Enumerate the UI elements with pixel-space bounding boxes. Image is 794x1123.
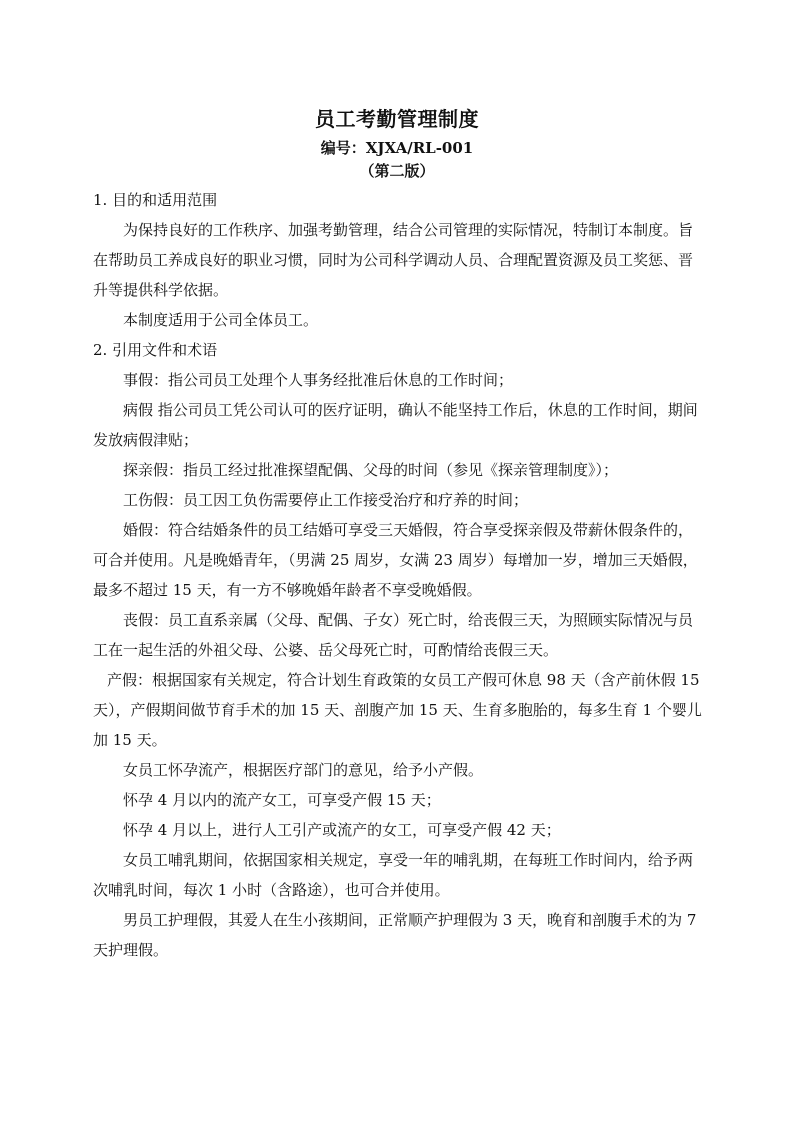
- paragraph-purpose: 为保持良好的工作秩序、加强考勤管理，结合公司管理的实际情况，特制订本制度。旨在帮助员工养成良好的职业习惯，同时为公司科学调动人员、合理配置资源及员工奖惩、晋升等提供科学依据。: [93, 221, 694, 299]
- paragraph-miscarriage: 女员工怀孕流产，根据医疗部门的意见，给予小产假。: [123, 761, 484, 779]
- paragraph-bereavement-leave: 丧假：员工直系亲属（父母、配偶、子女）死亡时，给丧假三天，为照顾实际情况与员工在一起生活的外祖父母、公婆、岳父母死亡时，可酌情给丧假三天。: [93, 611, 694, 659]
- section-heading-terms: 2. 引用文件和术语: [93, 341, 218, 359]
- paragraph-miscarriage-over-4-months: 怀孕 4 月以上，进行人工引产或流产的女工，可享受产假 42 天；: [123, 821, 561, 839]
- paragraph-sick-leave: 病假 指公司员工凭公司认可的医疗证明，确认不能坚持工作后，休息的工作时间，期间发放病假津贴；: [93, 401, 698, 449]
- paragraph-work-injury-leave: 工伤假：员工因工负伤需要停止工作接受治疗和疗养的时间；: [123, 491, 529, 509]
- document-body: [93, 185, 703, 965]
- paragraph-maternity-leave: 产假：根据国家有关规定，符合计划生育政策的女员工产假可休息 98 天（含产前休假 15 天），产假期间做节育手术的加 15 天、剖腹产加 15 天、生育多胞胎的，每多生育 1 个婴儿加 15 天。: [93, 671, 702, 749]
- paragraph-paternity-leave: 男员工护理假，其爱人在生小孩期间，正常顺产护理假为 3 天，晚育和剖腹手术的为 7 天护理假。: [93, 911, 697, 959]
- section-heading-purpose: 1. 目的和适用范围: [93, 191, 218, 209]
- paragraph-scope: 本制度适用于公司全体员工。: [123, 311, 319, 329]
- document-number: 编号：XJXA/RL-001: [320, 139, 474, 157]
- paragraph-family-visit-leave: 探亲假：指员工经过批准探望配偶、父母的时间（参见《探亲管理制度》）；: [123, 461, 619, 479]
- document-edition: （第二版）: [359, 162, 435, 180]
- paragraph-personal-leave: 事假：指公司员工处理个人事务经批准后休息的工作时间；: [123, 371, 514, 389]
- paragraph-marriage-leave: 婚假：符合结婚条件的员工结婚可享受三天婚假，符合享受探亲假及带薪休假条件的，可合并使用。凡是晚婚青年，（男满 25 周岁，女满 23 周岁）每增加一岁，增加三天婚假，最多不超过 15 天，有一方不够晚婚年龄者不享受晚婚假。: [93, 521, 698, 599]
- paragraph-nursing-period: 女员工哺乳期间，依据国家相关规定，享受一年的哺乳期，在每班工作时间内，给予两次哺乳时间，每次 1 小时（含路途），也可合并使用。: [93, 851, 694, 899]
- paragraph-miscarriage-under-4-months: 怀孕 4 月以内的流产女工，可享受产假 15 天；: [123, 791, 441, 809]
- document-title: 员工考勤管理制度: [315, 107, 479, 131]
